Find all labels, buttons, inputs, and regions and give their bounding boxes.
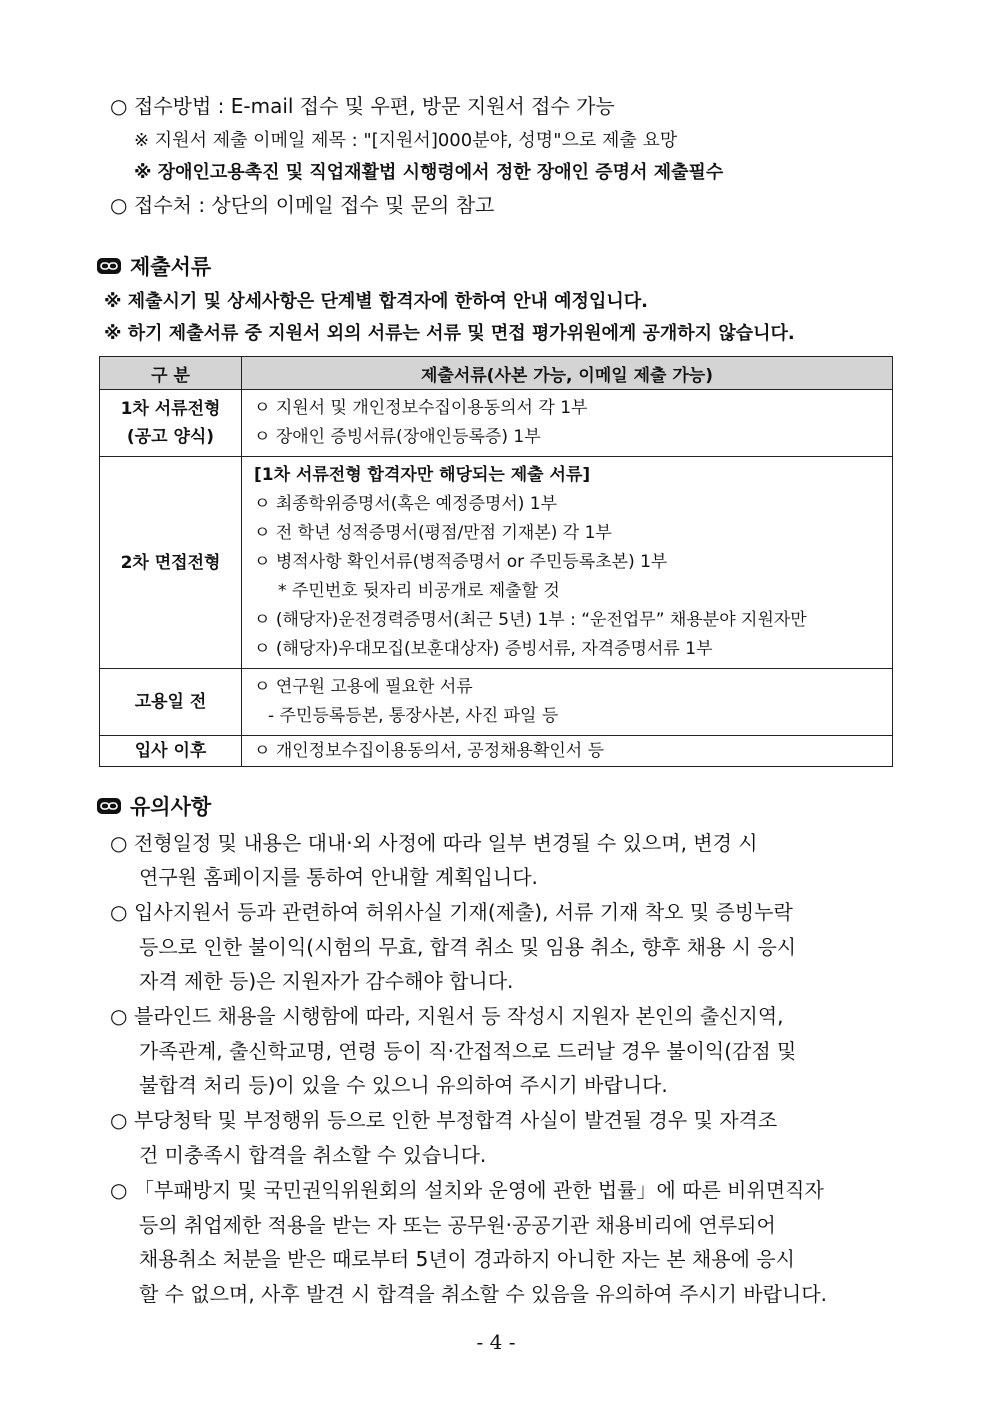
row-category: 고용일 전 [100,669,242,736]
header-category: 구 분 [100,357,242,390]
section-header-notes: 유의사항 [96,791,211,821]
documents-note-2: ※ 하기 제출서류 중 지원서 외의 서류는 서류 및 면접 평가위원에게 공개하지 않습니다. [104,323,795,344]
row-items: ㅇ 개인정보수집이용동의서, 공정채용확인서 등 [242,736,893,767]
table-row [100,457,893,669]
documents-note-1: ※ 제출시기 및 상세사항은 단계별 합격자에 한하여 안내 예정입니다. [104,291,648,312]
bullet: ○ [110,94,128,118]
table-header-row [100,357,893,390]
list-item: ○ 부당청탁 및 부정행위 등으로 인한 부정합격 사실이 발견될 경우 및 자격조 [110,1108,778,1132]
application-method: ○ 접수방법 : E-mail 접수 및 우편, 방문 지원서 접수 가능 [110,94,615,118]
section-header-documents: 제출서류 [96,251,211,281]
page-number: - 4 - [476,1330,516,1354]
documents-table [99,356,893,767]
table-row [100,390,893,457]
link-icon [96,797,122,815]
link-icon [96,257,122,275]
note-disability-certificate: ※ 장애인고용촉진 및 직업재활법 시행령에서 정한 장애인 증명서 제출필수 [134,162,724,183]
row-category: 1차 서류전형 (공고 양식) [100,390,242,457]
note-email-subject: ※ 지원서 제출 이메일 제목 : "[지원서]000분야, 성명"으로 제출 요망 [134,130,678,151]
table-row [100,669,893,736]
document-page: ○ 접수방법 : E-mail 접수 및 우편, 방문 지원서 접수 가능 ※ 지원서 제출 이메일 제목 : "[지원서]000분야, 성명"으로 제출 요망 ※ 장애인고용촉진 및 직업재활법 시행령에서 정한 장애인 증명서 제출필수 ○ 접수처 : 상단의 이메일 접수 및 문의 참고 제출서류 ※ 제출시기 및 상세사항은 단계별 합격자에 한하여 안내 예정입니다. ※ 하기 제출서류 중 지원서 외의 서류는 서류 및 면접 평가위원에게 공개하지 않습니다. 구 분 제출서류(사본 가능, 이메일 제출 가능) 1차 서류전형 (공고 양식) ㅇ 지원서 및 개인정보수집이용동의서 각 1부 ㅇ 장애인 증빙서류(장애인등록증) 1부 2차 면접전형 [1차 서류전형 합격자만 해당되는 제출 서류] ㅇ 최종학위증명서(혹은 예정증명서) 1부 ㅇ 전 학년 성적증명서(평점/만점 기재본) 각 1부 ㅇ 병적사항 확인서류(병적증명서 or 주민등록초본) 1부 * 주민번호 뒷자리 비공개로 제출할 것 ㅇ (해당자)운전경력증명서(최근 5년) 1부 : “운전업무” 채용분야 지원자만 ㅇ (해당자)우대모집(보훈대상자) 증빙서류, 자격증명서류 1부 고용일 전 ㅇ 연구원 고용에 필요한 서류 - 주민등록등본, 통장사본, 사진 파일 등 입사 이후 ㅇ 개인정보수집이용동의서, 공정채용확인서 등 유의사항 ○ 전형일정 및 내용은 대내·외 사정에 따라 일부 변경될 수 있으며, 변경 시 연구원 홈페이지를 통하여 안내할 계획입니다. ○ 입사지원서 등과 관련하여 허위사실 기재(제출), 서류 기재 착오 및 증빙누락 등으로 인한 불이익(시험의 무효, 합격 취소 및 임용 취소, 향후 채용 시 응시 자격 제한 등)은 지원자가 감수해야 합니다. ○ 블라인드 채용을 시행함에 따라, 지원서 등 작성시 지원자 본인의 출신지역, 가족관계, 출신학교명, 연령 등이 직·간접적으로 드러날 경우 불이익(감점 및 불합격 처리 등)이 있을 수 있으니 유의하여 주시기 바랍니다. ○ 부당청탁 및 부정행위 등으로 인한 부정합격 사실이 발견될 경우 및 자격조 건 미충족시 합격을 취소할 수 있습니다. ○ 「부패방지 및 국민권익위원회의 설치와 운영에 관한 법률」에 따른 비위면직자 등의 취업제한 적용을 받는 자 또는 공무원·공공기관 채용비리에 연루되어 채용취소 처분을 받은 때로부터 5년이 경과하지 아니한 자는 본 채용에 응시 할 수 없으며, 사후 발견 시 합격을 취소할 수 있음을 유의하여 주시기 바랍니다. - 4 - [0,0,992,1403]
table-row [100,736,893,767]
row-category: 입사 이후 [100,736,242,767]
header-documents: 제출서류(사본 가능, 이메일 제출 가능) [242,357,893,390]
list-item: ○ 블라인드 채용을 시행함에 따라, 지원서 등 작성시 지원자 본인의 출신지역, [110,1004,784,1028]
row-category: 2차 면접전형 [100,457,242,669]
list-item: ○ 전형일정 및 내용은 대내·외 사정에 따라 일부 변경될 수 있으며, 변경 시 [110,831,758,855]
list-item: ○ 「부패방지 및 국민권익위원회의 설치와 운영에 관한 법률」에 따른 비위면직자 [110,1178,824,1202]
row-items: ㅇ 지원서 및 개인정보수집이용동의서 각 1부 ㅇ 장애인 증빙서류(장애인등록증) 1부 [242,390,893,457]
bullet: ○ [110,193,128,217]
application-place: ○ 접수처 : 상단의 이메일 접수 및 문의 참고 [110,193,495,217]
list-item: ○ 입사지원서 등과 관련하여 허위사실 기재(제출), 서류 기재 착오 및 증빙누락 [110,900,793,924]
row-items: ㅇ 연구원 고용에 필요한 서류 - 주민등록등본, 통장사본, 사진 파일 등 [242,669,893,736]
row-items: [1차 서류전형 합격자만 해당되는 제출 서류] ㅇ 최종학위증명서(혹은 예정증명서) 1부 ㅇ 전 학년 성적증명서(평점/만점 기재본) 각 1부 ㅇ 병적사항 확인서류(병적증명서 or 주민등록초본) 1부 * 주민번호 뒷자리 비공개로 제출할 것 ㅇ (해당자)운전경력증명서(최근 5년) 1부 : “운전업무” 채용분야 지원자만 ㅇ (해당자)우대모집(보훈대상자) 증빙서류, 자격증명서류 1부 [242,457,893,669]
